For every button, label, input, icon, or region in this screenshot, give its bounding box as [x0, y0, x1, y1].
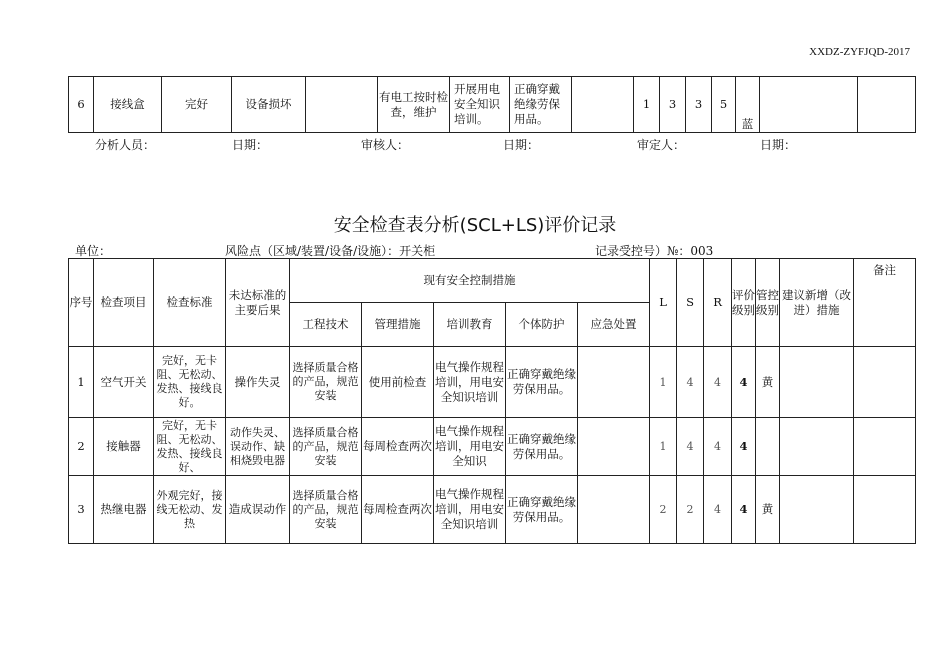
- approver-label: 审定人：: [637, 138, 686, 152]
- cell-standard: 完好，无卡阻、无松动、发热、接线良好、: [154, 418, 226, 476]
- cell-emer: [578, 347, 650, 418]
- cell-consequence: 操作失灵: [226, 347, 290, 418]
- row-notes: [858, 77, 916, 133]
- cell-ppe: 正确穿戴绝缘劳保用品。: [506, 347, 578, 418]
- row-level: 5: [712, 77, 736, 133]
- row-item: 接线盒: [94, 77, 162, 133]
- cell-control-level: [756, 418, 780, 476]
- date-label-3: 日期：: [760, 138, 797, 152]
- cell-no: 2: [69, 418, 94, 476]
- cell-notes: [854, 476, 916, 544]
- cell-eng: 选择质量合格的产品，规范安装: [290, 476, 362, 544]
- table-row: [69, 77, 916, 133]
- cell-standard: 外观完好，接线无松动、发热: [154, 476, 226, 544]
- date-label-2: 日期：: [503, 138, 540, 152]
- record-meta: [75, 242, 915, 258]
- cell-level: 4: [732, 418, 756, 476]
- cell-R: 4: [704, 347, 732, 418]
- cell-train: 电气操作规程培训，用电安全知识培训: [434, 476, 506, 544]
- header-R: R: [704, 259, 732, 347]
- row-L: 1: [634, 77, 660, 133]
- header-standard: 检查标准: [154, 259, 226, 347]
- row-emer: [572, 77, 634, 133]
- row-consequence: 设备损坏: [232, 77, 306, 133]
- cell-suggest: [780, 418, 854, 476]
- row-S: 3: [660, 77, 686, 133]
- header-item: 检查项目: [94, 259, 154, 347]
- cell-control-level: 黄: [756, 347, 780, 418]
- cell-L: 1: [650, 347, 677, 418]
- cell-train: 电气操作规程培训，用电安全知识培训: [434, 347, 506, 418]
- table-row: [69, 418, 916, 476]
- cell-suggest: [780, 476, 854, 544]
- row-suggest: [760, 77, 858, 133]
- cell-eng: 选择质量合格的产品，规范安装: [290, 418, 362, 476]
- cell-R: 4: [704, 418, 732, 476]
- previous-page-row-table: [68, 76, 916, 133]
- header-train: 培训教育: [434, 303, 506, 347]
- signature-line: [95, 136, 895, 154]
- cell-item: 接触器: [94, 418, 154, 476]
- cell-L: 1: [650, 418, 677, 476]
- header-mgmt: 管理措施: [362, 303, 434, 347]
- header-S: S: [677, 259, 704, 347]
- cell-suggest: [780, 347, 854, 418]
- header-consequence: 未达标准的主要后果: [226, 259, 290, 347]
- cell-L: 2: [650, 476, 677, 544]
- page-title: 安全检查表分析(SCL+LS)评价记录: [333, 215, 617, 236]
- document-code: XXDZ-ZYFJQD-2017: [809, 46, 910, 58]
- cell-standard: 完好，无卡阻、无松动、发热、接线良好。: [154, 347, 226, 418]
- row-ppe: 正确穿戴绝缘劳保用品。: [510, 77, 572, 133]
- row-no: 6: [69, 77, 94, 133]
- cell-ppe: 正确穿戴绝缘劳保用品。: [506, 418, 578, 476]
- cell-consequence: 造成误动作: [226, 476, 290, 544]
- cell-R: 4: [704, 476, 732, 544]
- cell-level: 4: [732, 347, 756, 418]
- risk-point: 风险点（区域/装置/设备/设施）：开关柜: [225, 244, 436, 258]
- unit-label: 单位：: [75, 244, 112, 258]
- cell-S: 4: [677, 347, 704, 418]
- cell-emer: [578, 476, 650, 544]
- cell-S: 4: [677, 418, 704, 476]
- cell-no: 1: [69, 347, 94, 418]
- row-control-level: 蓝: [736, 77, 760, 133]
- analyst-label: 分析人员：: [95, 138, 156, 152]
- header-control-level: 管控级别: [756, 259, 780, 347]
- reviewer-label: 审核人：: [361, 138, 410, 152]
- header-eng: 工程技术: [290, 303, 362, 347]
- header-L: L: [650, 259, 677, 347]
- table-row: [69, 476, 916, 544]
- header-notes: 备注: [854, 259, 916, 347]
- cell-mgmt: 每周检查两次: [362, 418, 434, 476]
- header-ppe: 个体防护: [506, 303, 578, 347]
- cell-item: 空气开关: [94, 347, 154, 418]
- row-train: 开展用电安全知识培训。: [450, 77, 510, 133]
- table-row: [69, 347, 916, 418]
- header-suggest: 建议新增（改进）措施: [780, 259, 854, 347]
- header-row: [69, 259, 916, 303]
- cell-S: 2: [677, 476, 704, 544]
- cell-no: 3: [69, 476, 94, 544]
- header-controls: 现有安全控制措施: [290, 259, 650, 303]
- cell-ppe: 正确穿戴绝缘劳保用品。: [506, 476, 578, 544]
- row-standard: 完好: [162, 77, 232, 133]
- record-number: 记录受控号）№：003: [595, 244, 714, 258]
- header-no: 序号: [69, 259, 94, 347]
- cell-eng: 选择质量合格的产品，规范安装: [290, 347, 362, 418]
- date-label-1: 日期：: [232, 138, 269, 152]
- row-mgmt: 有电工按时检查，维护: [378, 77, 450, 133]
- cell-notes: [854, 418, 916, 476]
- row-eng: [306, 77, 378, 133]
- header-emer: 应急处置: [578, 303, 650, 347]
- cell-consequence: 动作失灵、误动作、缺相烧毁电器: [226, 418, 290, 476]
- cell-control-level: 黄: [756, 476, 780, 544]
- header-level: 评价级别: [732, 259, 756, 347]
- cell-mgmt: 使用前检查: [362, 347, 434, 418]
- cell-mgmt: 每周检查两次: [362, 476, 434, 544]
- row-R: 3: [686, 77, 712, 133]
- cell-train: 电气操作规程培训，用电安全知识: [434, 418, 506, 476]
- evaluation-table: [68, 258, 916, 544]
- cell-emer: [578, 418, 650, 476]
- cell-item: 热继电器: [94, 476, 154, 544]
- cell-notes: [854, 347, 916, 418]
- cell-level: 4: [732, 476, 756, 544]
